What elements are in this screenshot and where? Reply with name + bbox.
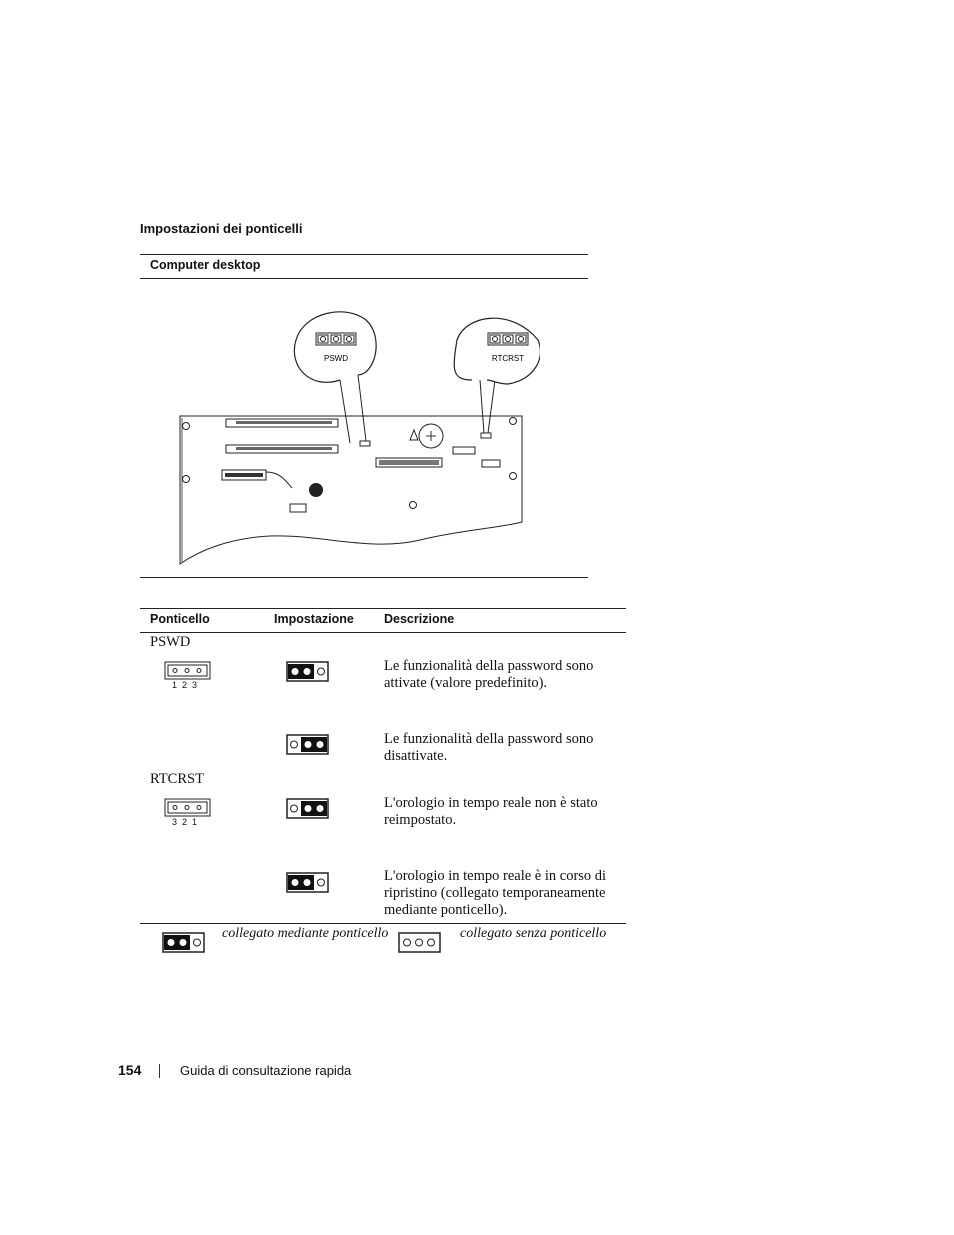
description-row-2: Le funzionalità della password sono disattivate. <box>384 731 594 764</box>
setting-jumpered-right-icon <box>286 798 330 820</box>
section-title: Impostazioni dei ponticelli <box>140 221 303 236</box>
motherboard-diagram <box>170 300 540 570</box>
table-header-rule <box>140 632 626 633</box>
footer-separator <box>159 1064 160 1078</box>
footer-title: Guida di consultazione rapida <box>180 1063 352 1078</box>
setting-jumpered-right-icon <box>286 734 330 756</box>
column-header-jumper: Ponticello <box>150 612 210 626</box>
pswd-header-icon <box>164 661 212 681</box>
legend-unjumpered-label: collegato senza ponticello <box>460 926 607 941</box>
legend-jumpered-icon <box>162 932 206 954</box>
figure-bottom-rule <box>140 577 588 578</box>
table-bottom-rule <box>140 923 626 924</box>
description-row-1: Le funzionalità della password sono attivate (valore predefinito). <box>384 658 594 691</box>
pswd-callout-label: PSWD <box>324 354 348 363</box>
pswd-pin-numbers: 1 2 3 <box>172 680 198 690</box>
jumper-name-rtcrst: RTCRST <box>150 771 204 787</box>
column-header-setting: Impostazione <box>274 612 354 626</box>
legend-unjumpered-icon <box>398 932 442 954</box>
table-top-rule <box>140 608 626 609</box>
figure-header: Computer desktop <box>150 258 261 272</box>
setting-jumpered-left-icon <box>286 661 330 683</box>
rtcrst-header-icon <box>164 798 212 818</box>
figure-header-rule <box>140 278 588 279</box>
legend-jumpered-label: collegato mediante ponticello <box>222 926 389 941</box>
rtcrst-pin-numbers: 3 2 1 <box>172 817 198 827</box>
page-number: 154 <box>118 1062 142 1078</box>
pswd-callout-header <box>316 333 356 345</box>
figure-top-rule <box>140 254 588 255</box>
setting-jumpered-left-icon <box>286 872 330 894</box>
jumper-name-pswd: PSWD <box>150 634 191 650</box>
column-header-description: Descrizione <box>384 612 455 626</box>
rtcrst-callout-header <box>488 333 528 345</box>
rtcrst-callout-label: RTCRST <box>491 354 525 363</box>
description-row-3: L'orologio in tempo reale non è stato reimpostato. <box>384 795 598 828</box>
description-row-4: L'orologio in tempo reale è in corso di ripristino (collegato temporaneamente mediante ponticello). <box>384 868 607 918</box>
